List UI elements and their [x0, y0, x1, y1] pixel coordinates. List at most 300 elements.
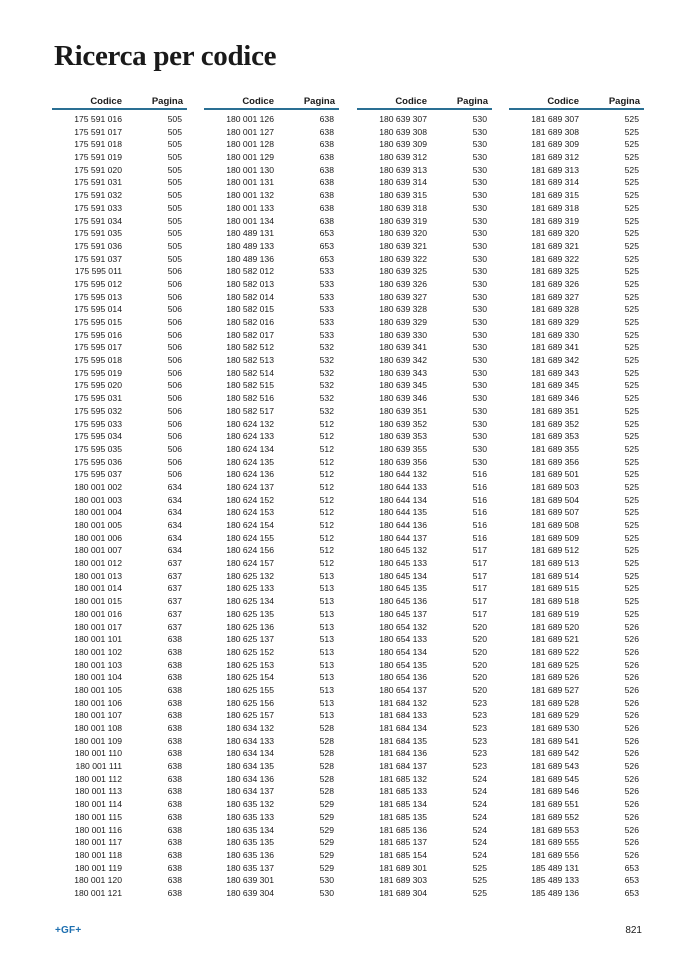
page-ref: 532 [319, 342, 334, 353]
product-code: 180 639 343 [379, 367, 427, 378]
product-code: 180 645 132 [379, 545, 427, 556]
table-row [509, 113, 644, 126]
product-code: 180 001 126 [226, 114, 274, 124]
page-ref: 526 [624, 723, 639, 733]
page-ref: 505 [167, 164, 182, 175]
product-code: 181 689 303 [379, 875, 427, 886]
product-code: 181 689 351 [531, 405, 579, 416]
page-ref: 520 [472, 621, 487, 632]
product-code: 175 591 031 [74, 177, 122, 188]
page-ref: 525 [624, 558, 639, 569]
product-code: 181 689 504 [531, 494, 579, 505]
product-code: 180 582 017 [226, 329, 274, 340]
page-ref: 506 [167, 329, 182, 340]
product-code: 180 654 136 [379, 672, 427, 683]
product-code: 180 001 115 [74, 811, 122, 822]
page-ref: 638 [167, 723, 182, 733]
product-code: 180 639 321 [379, 240, 427, 251]
page-ref: 638 [319, 190, 334, 201]
table-row [357, 468, 492, 481]
product-code: 180 624 135 [226, 456, 274, 467]
page-ref: 525 [472, 887, 487, 898]
table-row [204, 519, 339, 532]
table-row [509, 189, 644, 202]
table-row [204, 227, 339, 240]
page-ref: 506 [167, 304, 182, 315]
product-code: 175 595 036 [74, 456, 122, 467]
page-ref: 634 [167, 507, 182, 518]
page-ref: 513 [319, 596, 334, 607]
table-row [509, 418, 644, 431]
page-ref: 525 [624, 240, 639, 251]
header-rule [357, 108, 492, 110]
table-row [52, 418, 187, 431]
page-ref: 513 [319, 583, 334, 594]
product-code: 180 001 015 [74, 596, 122, 607]
table-row [52, 824, 187, 837]
page-ref: 530 [472, 266, 487, 277]
page-ref: 530 [472, 177, 487, 188]
table-row [357, 684, 492, 697]
product-code: 180 001 131 [226, 177, 274, 188]
table-row [204, 176, 339, 189]
table-row [357, 126, 492, 139]
table-row [52, 151, 187, 164]
page-ref: 653 [624, 862, 639, 873]
product-code: 181 689 508 [531, 520, 579, 530]
table-row [357, 506, 492, 519]
table-row [204, 138, 339, 151]
page-ref: 529 [319, 824, 334, 835]
index-column-4 [509, 94, 644, 900]
table-row [357, 367, 492, 380]
product-code: 180 625 155 [226, 684, 274, 695]
page-ref: 530 [472, 114, 487, 124]
table-row [204, 684, 339, 697]
product-code: 180 582 013 [226, 278, 274, 289]
page-ref: 525 [624, 215, 639, 226]
product-code: 181 684 132 [379, 697, 427, 708]
product-code: 180 639 341 [379, 342, 427, 353]
product-code: 181 689 304 [379, 887, 427, 898]
product-code: 180 001 004 [74, 507, 122, 518]
page-ref: 638 [319, 126, 334, 137]
page-ref: 526 [624, 634, 639, 645]
code-header: Codice [242, 96, 274, 107]
page-ref: 638 [167, 862, 182, 873]
table-row [204, 659, 339, 672]
product-code: 181 689 546 [531, 786, 579, 797]
page-ref: 525 [624, 405, 639, 416]
product-code: 175 591 033 [74, 202, 122, 213]
table-row [357, 785, 492, 798]
gf-logo: +GF+ [55, 925, 82, 936]
product-code: 180 639 313 [379, 164, 427, 175]
product-code: 180 645 134 [379, 570, 427, 581]
product-code: 180 654 133 [379, 634, 427, 645]
page-ref: 533 [319, 291, 334, 302]
page-ref: 530 [472, 393, 487, 404]
product-code: 180 582 512 [226, 342, 274, 353]
page-ref: 520 [472, 646, 487, 657]
page-ref: 512 [319, 507, 334, 518]
table-row [204, 697, 339, 710]
product-code: 180 644 133 [379, 481, 427, 492]
product-code: 180 645 133 [379, 558, 427, 569]
page-ref: 530 [319, 887, 334, 898]
page-ref: 523 [472, 710, 487, 721]
product-code: 180 624 134 [226, 443, 274, 454]
table-row [204, 405, 339, 418]
table-row [509, 443, 644, 456]
table-row [357, 735, 492, 748]
product-code: 180 001 108 [74, 723, 122, 733]
table-row [204, 798, 339, 811]
table-row [52, 367, 187, 380]
page-ref: 530 [319, 875, 334, 886]
product-code: 175 591 020 [74, 164, 122, 175]
table-row [52, 379, 187, 392]
page-ref: 528 [319, 773, 334, 784]
product-code: 181 689 520 [531, 621, 579, 632]
table-row [204, 202, 339, 215]
product-code: 180 624 152 [226, 494, 274, 505]
table-row [204, 747, 339, 760]
table-row [52, 113, 187, 126]
table-row [357, 773, 492, 786]
rows [204, 113, 339, 900]
product-code: 175 591 035 [74, 228, 122, 239]
page-ref: 528 [319, 735, 334, 746]
page-ref: 516 [472, 532, 487, 543]
table-row [357, 418, 492, 431]
product-code: 181 689 356 [531, 456, 579, 467]
product-code: 175 595 015 [74, 317, 122, 327]
table-row [357, 659, 492, 672]
table-row [52, 862, 187, 875]
product-code: 181 689 501 [531, 469, 579, 480]
table-row [509, 684, 644, 697]
product-code: 181 689 343 [531, 367, 579, 378]
product-code: 181 689 553 [531, 824, 579, 835]
page-ref: 516 [472, 481, 487, 492]
table-row [357, 722, 492, 735]
page-ref: 506 [167, 456, 182, 467]
product-code: 180 654 137 [379, 684, 427, 695]
table-row [509, 709, 644, 722]
page-ref: 506 [167, 355, 182, 366]
product-code: 175 595 031 [74, 393, 122, 404]
column-header [204, 94, 339, 107]
code-header: Codice [90, 96, 122, 107]
table-row [357, 138, 492, 151]
page-ref: 506 [167, 317, 182, 327]
product-code: 180 645 135 [379, 583, 427, 594]
product-code: 180 001 016 [74, 608, 122, 619]
table-row [357, 265, 492, 278]
page-ref: 529 [319, 799, 334, 810]
table-row [357, 341, 492, 354]
product-code: 181 689 545 [531, 773, 579, 784]
page-ref: 520 [472, 634, 487, 645]
table-row [52, 519, 187, 532]
table-row [52, 747, 187, 760]
table-row [357, 532, 492, 545]
product-code: 180 625 137 [226, 634, 274, 645]
product-code: 180 582 012 [226, 266, 274, 277]
product-code: 180 001 017 [74, 621, 122, 632]
product-code: 180 634 137 [226, 786, 274, 797]
product-code: 181 689 353 [531, 431, 579, 442]
column-header [509, 94, 644, 107]
table-row [204, 849, 339, 862]
page-ref: 525 [624, 532, 639, 543]
page-ref: 532 [319, 393, 334, 404]
product-code: 181 689 551 [531, 799, 579, 810]
page-ref: 530 [472, 278, 487, 289]
product-code: 180 639 312 [379, 152, 427, 163]
page-ref: 528 [319, 786, 334, 797]
page-ref: 637 [167, 570, 182, 581]
table-row [509, 240, 644, 253]
product-code: 180 624 136 [226, 469, 274, 480]
page-ref: 506 [167, 367, 182, 378]
table-row [52, 227, 187, 240]
product-code: 180 644 132 [379, 469, 427, 480]
page-ref: 525 [624, 177, 639, 188]
product-code: 181 689 326 [531, 278, 579, 289]
page-ref: 638 [167, 811, 182, 822]
page-ref: 530 [472, 202, 487, 213]
product-code: 180 625 154 [226, 672, 274, 683]
table-row [52, 735, 187, 748]
page-ref: 512 [319, 456, 334, 467]
table-row [509, 227, 644, 240]
table-row [509, 633, 644, 646]
table-row [52, 608, 187, 621]
table-row [204, 303, 339, 316]
product-code: 181 685 133 [379, 786, 427, 797]
column-header [52, 94, 187, 107]
product-code: 181 689 322 [531, 253, 579, 264]
product-code: 175 591 017 [74, 126, 122, 137]
product-code: 181 689 345 [531, 380, 579, 391]
product-code: 181 689 327 [531, 291, 579, 302]
table-row [52, 456, 187, 469]
table-row [357, 176, 492, 189]
page-ref: 533 [319, 304, 334, 315]
page-ref: 638 [167, 634, 182, 645]
product-code: 181 685 137 [379, 837, 427, 848]
product-code: 185 489 133 [531, 875, 579, 886]
page-ref: 526 [624, 672, 639, 683]
page-ref: 512 [319, 418, 334, 429]
product-code: 181 689 355 [531, 443, 579, 454]
product-code: 180 639 322 [379, 253, 427, 264]
product-code: 181 689 313 [531, 164, 579, 175]
product-code: 180 001 134 [226, 215, 274, 226]
table-row [357, 544, 492, 557]
product-code: 175 595 018 [74, 355, 122, 366]
table-row [52, 430, 187, 443]
product-code: 180 639 353 [379, 431, 427, 442]
page-ref: 525 [624, 202, 639, 213]
table-row [52, 659, 187, 672]
page-ref: 525 [624, 596, 639, 607]
page-ref: 512 [319, 443, 334, 454]
page-ref: 524 [472, 799, 487, 810]
product-code: 181 689 555 [531, 837, 579, 848]
table-row [204, 582, 339, 595]
table-row [204, 379, 339, 392]
product-code: 181 684 135 [379, 735, 427, 746]
table-row [204, 240, 339, 253]
table-row [52, 278, 187, 291]
page-ref: 530 [472, 317, 487, 327]
table-row [357, 240, 492, 253]
page-ref: 637 [167, 558, 182, 569]
product-code: 180 001 101 [74, 634, 122, 645]
page-ref: 525 [624, 317, 639, 327]
product-code: 180 639 352 [379, 418, 427, 429]
table-row [52, 506, 187, 519]
page-ref: 516 [472, 469, 487, 480]
product-code: 175 595 032 [74, 405, 122, 416]
product-code: 180 625 132 [226, 570, 274, 581]
table-row [52, 291, 187, 304]
product-code: 180 001 116 [74, 824, 122, 835]
product-code: 175 595 012 [74, 278, 122, 289]
page-header: Pagina [303, 96, 335, 107]
product-code: 181 685 154 [379, 849, 427, 860]
product-code: 180 639 320 [379, 228, 427, 239]
page-ref: 525 [472, 862, 487, 873]
table-row [357, 481, 492, 494]
page-ref: 505 [167, 202, 182, 213]
table-row [204, 329, 339, 342]
page-ref: 532 [319, 355, 334, 366]
page-ref: 526 [624, 786, 639, 797]
page-ref: 634 [167, 494, 182, 505]
page-ref: 520 [472, 672, 487, 683]
product-code: 180 001 014 [74, 583, 122, 594]
page-ref: 513 [319, 710, 334, 721]
index-column-1 [52, 94, 187, 900]
product-code: 175 595 016 [74, 329, 122, 340]
table-row [357, 189, 492, 202]
table-row [509, 341, 644, 354]
page-ref: 524 [472, 837, 487, 848]
product-code: 180 639 318 [379, 202, 427, 213]
page-ref: 525 [624, 329, 639, 340]
table-row [52, 303, 187, 316]
table-row [357, 608, 492, 621]
product-code: 180 639 327 [379, 291, 427, 302]
header-rule [509, 108, 644, 110]
page-ref: 525 [624, 608, 639, 619]
table-row [52, 164, 187, 177]
table-row [509, 265, 644, 278]
product-code: 180 001 003 [74, 494, 122, 505]
product-code: 180 489 131 [226, 228, 274, 239]
page-ref: 513 [319, 672, 334, 683]
page-ref: 506 [167, 405, 182, 416]
table-row [509, 582, 644, 595]
product-code: 181 689 552 [531, 811, 579, 822]
table-row [52, 392, 187, 405]
product-code: 180 001 117 [74, 837, 122, 848]
page-ref: 512 [319, 469, 334, 480]
page-ref: 526 [624, 735, 639, 746]
page-ref: 653 [624, 887, 639, 898]
page-header: Pagina [608, 96, 640, 107]
product-code: 181 685 134 [379, 799, 427, 810]
product-code: 180 001 118 [74, 849, 122, 860]
product-code: 175 591 034 [74, 215, 122, 226]
product-code: 180 644 136 [379, 520, 427, 530]
page-ref: 653 [319, 253, 334, 264]
page-ref: 523 [472, 735, 487, 746]
table-row [204, 709, 339, 722]
table-row [52, 265, 187, 278]
table-row [204, 164, 339, 177]
product-code: 185 489 131 [531, 862, 579, 873]
page-ref: 638 [167, 748, 182, 759]
table-row [509, 722, 644, 735]
table-row [204, 215, 339, 228]
code-header: Codice [395, 96, 427, 107]
table-row [204, 621, 339, 634]
page-ref: 505 [167, 139, 182, 150]
product-code: 180 582 514 [226, 367, 274, 378]
table-row [509, 874, 644, 887]
page-ref: 530 [472, 164, 487, 175]
product-code: 180 625 156 [226, 697, 274, 708]
page-ref: 526 [624, 697, 639, 708]
page-ref: 525 [624, 114, 639, 124]
page-ref: 525 [624, 228, 639, 239]
page-ref: 533 [319, 266, 334, 277]
page-ref: 530 [472, 126, 487, 137]
page-ref: 530 [472, 329, 487, 340]
table-row [357, 621, 492, 634]
table-row [52, 811, 187, 824]
table-row [509, 468, 644, 481]
product-code: 180 624 133 [226, 431, 274, 442]
page-ref: 517 [472, 608, 487, 619]
page-ref: 634 [167, 481, 182, 492]
page-ref: 532 [319, 380, 334, 391]
product-code: 175 595 017 [74, 342, 122, 353]
product-code: 180 644 137 [379, 532, 427, 543]
table-row [204, 773, 339, 786]
table-row [509, 367, 644, 380]
table-row [52, 760, 187, 773]
table-row [357, 316, 492, 329]
table-row [357, 671, 492, 684]
page-ref: 526 [624, 811, 639, 822]
table-row [357, 227, 492, 240]
product-code: 180 639 325 [379, 266, 427, 277]
page-ref: 513 [319, 659, 334, 670]
page-ref: 506 [167, 380, 182, 391]
page-ref: 530 [472, 443, 487, 454]
product-code: 181 689 528 [531, 697, 579, 708]
page-ref: 516 [472, 507, 487, 518]
product-code: 180 001 120 [74, 875, 122, 886]
page-ref: 530 [472, 380, 487, 391]
product-code: 181 689 526 [531, 672, 579, 683]
